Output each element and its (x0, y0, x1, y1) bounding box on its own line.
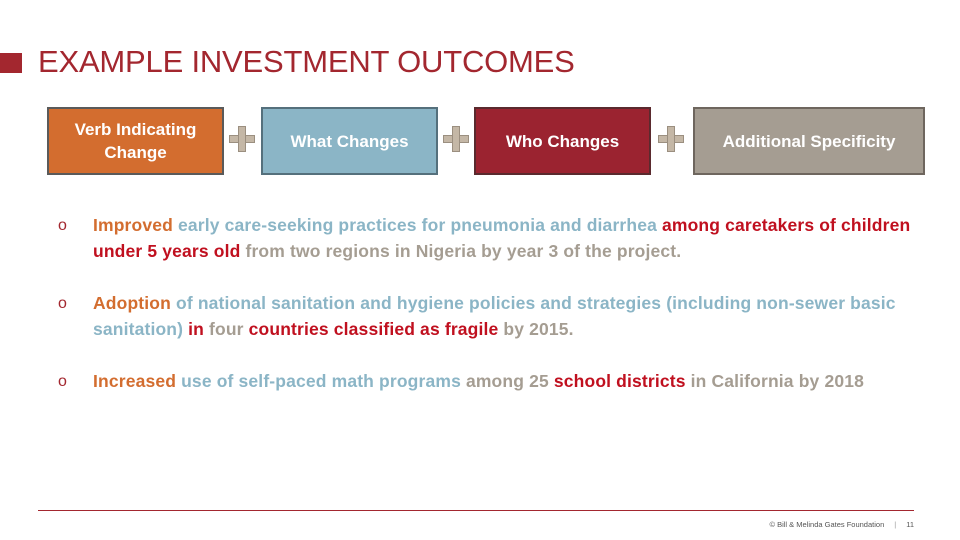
bullet-marker: o (58, 217, 68, 234)
outcome-specificity: from two regions in Nigeria by year 3 of the project. (240, 241, 682, 261)
outcome-who: school districts (548, 371, 686, 391)
outcome-specificity: four (204, 319, 244, 339)
outcome-list (58, 212, 918, 420)
plus-icon (229, 126, 255, 152)
outcome-item-1 (58, 212, 918, 264)
formula-box-who-changes: Who Changes (474, 107, 651, 175)
outcome-verb: Increased (93, 371, 177, 391)
footer-divider (38, 510, 914, 511)
formula-box-verb: Verb Indicating Change (47, 107, 224, 175)
footer-copyright: © Bill & Melinda Gates Foundation (769, 520, 885, 529)
slide-title: EXAMPLE INVESTMENT OUTCOMES (38, 44, 575, 79)
outcome-who: among caretakers of children under 5 years old (93, 215, 911, 261)
outcome-what: early care-seeking practices for pneumonia and diarrhea (172, 215, 657, 235)
outcome-who: countries classified as fragile (243, 319, 499, 339)
title-accent-bar (0, 53, 22, 73)
outcome-specificity: in California by 2018 (685, 371, 864, 391)
plus-icon (658, 126, 684, 152)
page-number: 11 (906, 520, 914, 529)
footer (769, 520, 914, 529)
outcome-item-2 (58, 290, 918, 342)
footer-separator: | (894, 520, 897, 529)
outcome-who: in (183, 319, 204, 339)
outcome-item-3 (58, 368, 918, 394)
outcome-what: use of self-paced math programs (176, 371, 461, 391)
bullet-marker: o (58, 295, 68, 312)
formula-box-what-changes: What Changes (261, 107, 438, 175)
outcome-specificity: among 25 (460, 371, 549, 391)
plus-icon (443, 126, 469, 152)
outcome-what: of national sanitation and hygiene policies and strategies (including non-sewer basic sanitation) (93, 293, 896, 339)
outcome-specificity: by 2015. (498, 319, 574, 339)
bullet-marker: o (58, 373, 68, 390)
outcome-verb: Adoption (93, 293, 171, 313)
formula-box-additional-specificity: Additional Specificity (693, 107, 925, 175)
outcome-verb: Improved (93, 215, 173, 235)
